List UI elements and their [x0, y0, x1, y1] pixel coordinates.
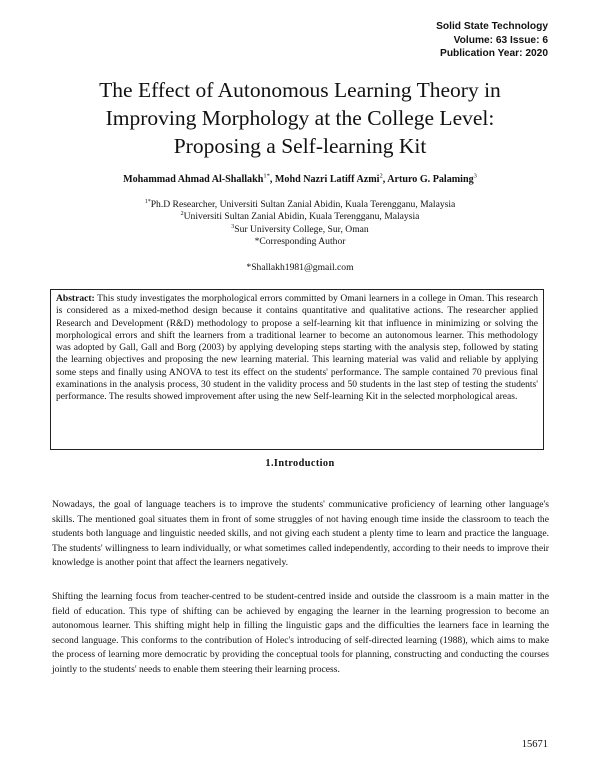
- affiliations: [40, 199, 560, 249]
- title-line-1: The Effect of Autonomous Learning Theory in: [99, 78, 501, 102]
- affiliation-2: [40, 211, 560, 223]
- body-paragraph-2: Shifting the learning focus from teacher-centred to be student-centred inside and outside the classroom is a main matter in the field of education. This type of shifting can be achieved by engaging the learner in the learning progression to become an autonomous learner. This shifting might help in filling the linguistic gaps and the difficulties the learners face in learning the second language. This conforms to the contribution of Holec's introducing of self-directed learning (1988), which aims to make the process of learning more democratic by providing the conceptual tools for planning, constructing and conducting the courses jointly to the students' needs to enable them steering their learning process.: [52, 591, 549, 675]
- title-line-3: Proposing a Self-learning Kit: [173, 134, 427, 158]
- affiliation-mark: 3: [231, 223, 235, 230]
- journal-name: Solid State Technology: [436, 21, 548, 32]
- author-name: Mohammad Ahmad Al-Shallakh: [123, 174, 264, 185]
- abstract-label: Abstract:: [56, 293, 95, 304]
- journal-header: [348, 20, 548, 61]
- author-list: Mohammad Ahmad Al-Shallakh$^{1*}$, Mohd Nazri Latiff Azmi$^2$, Arturo G. Palaming$^3$: [123, 172, 477, 185]
- affiliation-mark: 2: [180, 211, 184, 218]
- corresponding-author-note: *Corresponding Author: [254, 236, 346, 248]
- title-line-2: Improving Morphology at the College Level:: [105, 106, 495, 130]
- paper-title: [40, 76, 560, 160]
- author-name: Mohd Nazri Latiff Azmi: [274, 174, 380, 185]
- affiliation-text: Universiti Sultan Zanial Abidin, Kuala Terengganu, Malaysia: [183, 211, 420, 223]
- section-heading: 1.Introduction: [265, 458, 335, 469]
- author-affiliation-mark: 3: [473, 172, 477, 180]
- affiliation-1: [40, 199, 560, 211]
- journal-volume: Volume: 63 Issue: 6: [453, 34, 548, 46]
- body-paragraph-1: Nowadays, the goal of language teachers is to improve the students' communicative proficiency of learning other language's skills. The mentioned goal situates them in front of some struggles of not having enough time inside the classroom to teach the students both language and linguistic needed skills, and not giving each student a plenty time to learn and practice the language. The students' willingness to learn individually, or what sometimes called independently, according to their needs to improve their knowledge is another point that affect the learners negatively.: [52, 499, 549, 568]
- affiliation-text: Ph.D Researcher, Universiti Sultan Zanial Abidin, Kuala Terengganu, Malaysia: [150, 199, 456, 210]
- contact-email: *Shallakh1981@gmail.com: [246, 262, 354, 273]
- author-affiliation-mark: 1*: [263, 172, 270, 180]
- page-number: 15671: [521, 739, 548, 750]
- publication-year: Publication Year: 2020: [440, 48, 548, 59]
- abstract-box: [50, 289, 544, 450]
- abstract-text: This study investigates the morphological errors committed by Omani learners in a college in Oman. This research is considered as a mixed-method design because it contains quantitative and qualitative actions. The researcher applied Research and Development (R&D) methodology to propose a self-learning kit that influence in minimizing or solving the morphological errors and shift the learners from a traditional learner to become an autonomous learner. This methodology was adopted by Gall, Gall and Borg (2003) by applying developing steps starting with the analysis step, followed by stating the learning objectives and proposing the new learning material. This learning material was valid and reliable by applying some steps and finally using ANOVA to test its effect on the students' performance. The sample contained 70 previous final examinations in the analysis process, 30 student in the validity process and 50 students in the last step of testing the students' performance. The results showed improvement after using the new Self-learning Kit in the selected morphological areas.: [56, 293, 538, 402]
- affiliation-text: Sur University College, Sur, Oman: [234, 223, 369, 235]
- author-name: Arturo G. Palaming: [387, 174, 474, 185]
- affiliation-mark: 1*: [144, 198, 151, 205]
- author-affiliation-mark: 2: [379, 172, 383, 180]
- affiliation-3: [40, 224, 560, 236]
